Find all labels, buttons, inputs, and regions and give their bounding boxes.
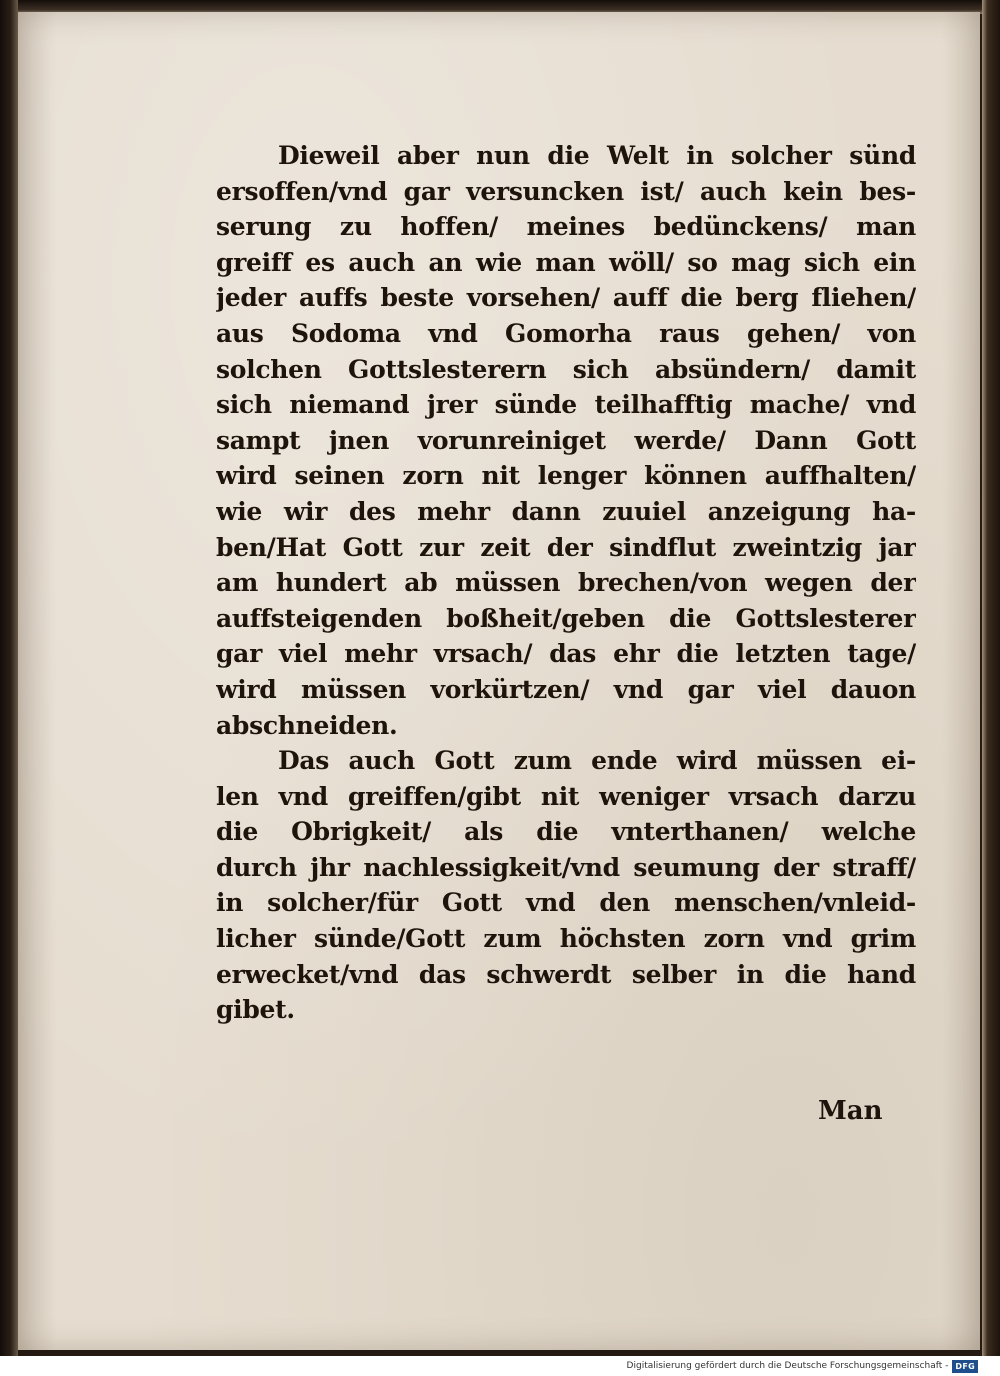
text-line: sich niemand jrer sünde teilhafftig mache/ vnd bbox=[216, 390, 916, 420]
page-text bbox=[216, 138, 916, 1028]
text-line: ben/Hat Gott zur zeit der sindflut zweintzig jar bbox=[216, 532, 916, 562]
text-line: die Obrigkeit/ als die vnterthanen/ welche bbox=[216, 817, 916, 847]
footer-bar bbox=[0, 1356, 1000, 1376]
text-line: sampt jnen vorunreiniget werde/ Dann Gott bbox=[216, 425, 916, 455]
text-line: abschneiden. bbox=[216, 710, 398, 740]
text-line: durch jhr nachlessigkeit/vnd seumung der straff/ bbox=[216, 852, 916, 882]
text-line: greiff es auch an wie man wöll/ so mag sich ein bbox=[216, 247, 916, 277]
text-line: jeder auffs beste vorsehen/ auff die berg fliehen/ bbox=[216, 283, 916, 313]
text-line: licher sünde/Gott zum höchsten zorn vnd grim bbox=[216, 924, 916, 954]
text-line: gibet. bbox=[216, 995, 295, 1025]
text-line: wie wir des mehr dann zuuiel anzeigung ha- bbox=[216, 496, 916, 526]
text-line: Dieweil aber nun die Welt in solcher sünd bbox=[278, 141, 916, 170]
text-line: in solcher/für Gott vnd den menschen/vnleid- bbox=[216, 888, 916, 918]
text-line: solchen Gottslesterern sich absündern/ damit bbox=[216, 354, 916, 384]
text-line: len vnd greiffen/gibt nit weniger vrsach darzu bbox=[216, 781, 916, 811]
text-line: serung zu hoffen/ meines bedünckens/ man bbox=[216, 212, 916, 242]
text-line: erwecket/vnd das schwerdt selber in die hand bbox=[216, 959, 916, 989]
text-line: am hundert ab müssen brechen/von wegen der bbox=[216, 568, 916, 598]
book-page bbox=[18, 12, 980, 1350]
text-line: aus Sodoma vnd Gomorha raus gehen/ von bbox=[216, 318, 916, 348]
text-line: gar viel mehr vrsach/ das ehr die letzten tage/ bbox=[216, 639, 916, 669]
funding-notice: Digitalisierung gefördert durch die Deutsche Forschungsgemeinschaft - bbox=[626, 1361, 949, 1371]
text-line: wird seinen zorn nit lenger können auffhalten/ bbox=[216, 461, 916, 491]
text-line: ersoffen/vnd gar versuncken ist/ auch kein bes- bbox=[216, 176, 916, 206]
text-line: Das auch Gott zum ende wird müssen ei- bbox=[278, 746, 916, 776]
catchword: Man bbox=[818, 1096, 883, 1126]
text-line: wird müssen vorkürtzen/ vnd gar viel dauon bbox=[216, 674, 916, 704]
dfg-logo-icon: DFG bbox=[952, 1360, 978, 1373]
scanner-right-edge bbox=[982, 0, 1000, 1356]
book-gutter bbox=[0, 0, 18, 1356]
text-line: auffsteigenden boßheit/geben die Gottslesterer bbox=[216, 603, 916, 633]
